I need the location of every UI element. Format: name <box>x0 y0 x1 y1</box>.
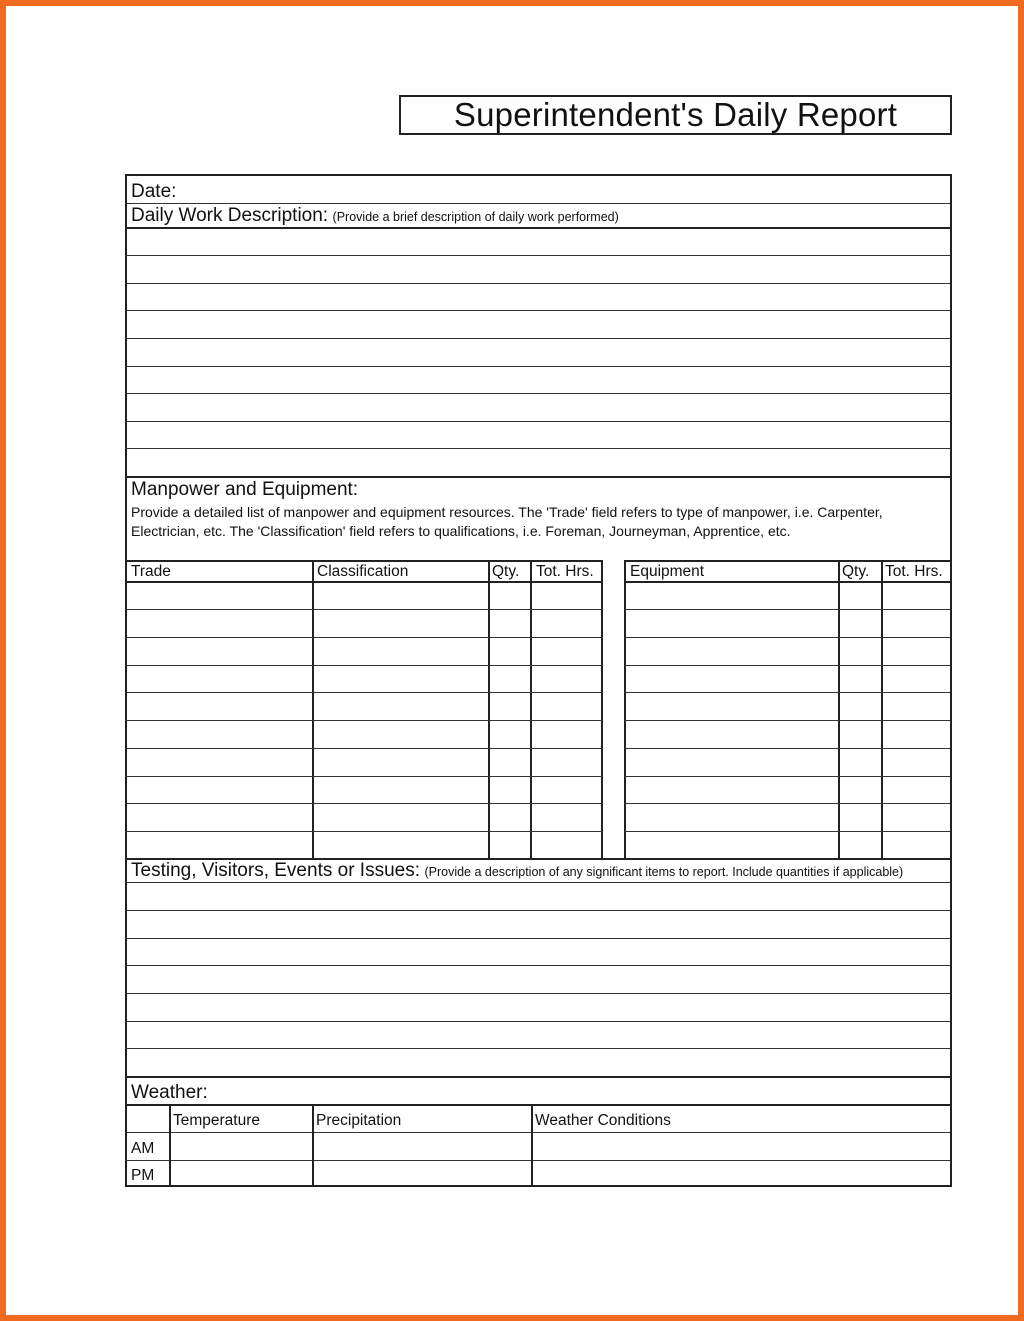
weather-header-divider <box>127 1104 950 1106</box>
equipment-col-divider <box>838 560 840 859</box>
date-row-divider <box>127 203 950 204</box>
eq-qty-col-divider <box>881 560 883 859</box>
report-title <box>399 95 952 135</box>
testing-label: Testing, Visitors, Events or Issues: <box>131 860 420 881</box>
col-eq-qty: Qty. <box>842 563 870 580</box>
daily-work-section-end <box>127 476 950 478</box>
manpower-row-line-2-2 <box>625 637 950 638</box>
equipment-table-left <box>624 560 626 859</box>
manpower-row-line-4-1 <box>127 692 602 693</box>
manpower-row-line-1-1 <box>127 609 602 610</box>
manpower-row-line-4-2 <box>625 692 950 693</box>
report-title-text: Superintendent's Daily Report <box>453 96 898 133</box>
classification-col-divider <box>488 560 490 859</box>
manpower-row-line-8-2 <box>625 803 950 804</box>
manpower-row-line-9-1 <box>127 831 602 832</box>
testing-line-1 <box>127 882 950 883</box>
weather-col-divider-1 <box>169 1104 171 1187</box>
weather-row-pm: PM <box>131 1167 155 1184</box>
qty-col-divider <box>530 560 532 859</box>
manpower-row-line-2-1 <box>127 637 602 638</box>
date-label: Date: <box>131 181 177 202</box>
trade-table-right <box>601 560 603 859</box>
weather-col-precipitation: Precipitation <box>316 1112 402 1129</box>
testing-line-7 <box>127 1048 950 1049</box>
daily-work-line-5 <box>127 366 950 367</box>
col-trade: Trade <box>131 563 171 580</box>
weather-col-temperature: Temperature <box>173 1112 261 1129</box>
col-equipment: Equipment <box>630 563 705 580</box>
trade-col-divider <box>312 560 314 859</box>
manpower-row-line-8-1 <box>127 803 602 804</box>
daily-work-line-6 <box>127 393 950 394</box>
date-field[interactable] <box>187 178 947 202</box>
manpower-row-line-5-1 <box>127 720 602 721</box>
testing-line-6 <box>127 1021 950 1022</box>
daily-work-hint: (Provide a brief description of daily work performed) <box>332 210 619 224</box>
equipment-header-divider <box>625 581 950 583</box>
testing-line-2 <box>127 910 950 911</box>
equipment-table-top <box>625 560 950 562</box>
daily-work-line-3 <box>127 310 950 311</box>
daily-work-line-1 <box>127 255 950 256</box>
testing-section-end <box>127 1076 950 1078</box>
weather-label: Weather: <box>131 1082 208 1103</box>
report-form <box>125 174 952 1187</box>
manpower-row-line-1-2 <box>625 609 950 610</box>
col-eq-tot-hrs: Tot. Hrs. <box>885 563 943 580</box>
manpower-row-line-5-2 <box>625 720 950 721</box>
manpower-row-line-6-1 <box>127 748 602 749</box>
manpower-label: Manpower and Equipment: <box>131 479 359 500</box>
manpower-row-line-6-2 <box>625 748 950 749</box>
col-tot-hrs: Tot. Hrs. <box>536 563 594 580</box>
col-classification: Classification <box>317 563 409 580</box>
testing-line-5 <box>127 993 950 994</box>
weather-row-divider-1 <box>127 1132 950 1133</box>
testing-line-4 <box>127 965 950 966</box>
manpower-row-line-9-2 <box>625 831 950 832</box>
daily-work-line-2 <box>127 283 950 284</box>
daily-work-line-4 <box>127 338 950 339</box>
col-qty: Qty. <box>492 563 520 580</box>
weather-col-conditions: Weather Conditions <box>535 1112 671 1129</box>
daily-work-line-7 <box>127 421 950 422</box>
testing-hint: (Provide a description of any significant items to report. Include quantities if applicable) <box>424 865 904 879</box>
weather-row-am: AM <box>131 1140 155 1157</box>
daily-work-header <box>131 205 619 227</box>
weather-row-divider-2 <box>127 1160 950 1161</box>
manpower-description: Provide a detailed list of manpower and equipment resources. The 'Trade' field refers to type of manpower, i.e. Carpenter, Electrician, etc. The 'Classification' field refers to qualifications, i.e. Foreman, Journeyman, Apprentice, etc. <box>131 504 883 539</box>
daily-work-label: Daily Work Description: <box>131 205 329 226</box>
daily-work-line-8 <box>127 448 950 449</box>
manpower-row-line-7-1 <box>127 776 602 777</box>
weather-col-divider-2 <box>312 1104 314 1187</box>
weather-col-divider-3 <box>531 1104 533 1187</box>
manpower-row-line-3-1 <box>127 665 602 666</box>
manpower-row-line-7-2 <box>625 776 950 777</box>
testing-header <box>131 860 903 882</box>
daily-work-header-divider <box>127 227 950 229</box>
manpower-row-line-3-2 <box>625 665 950 666</box>
testing-line-3 <box>127 938 950 939</box>
